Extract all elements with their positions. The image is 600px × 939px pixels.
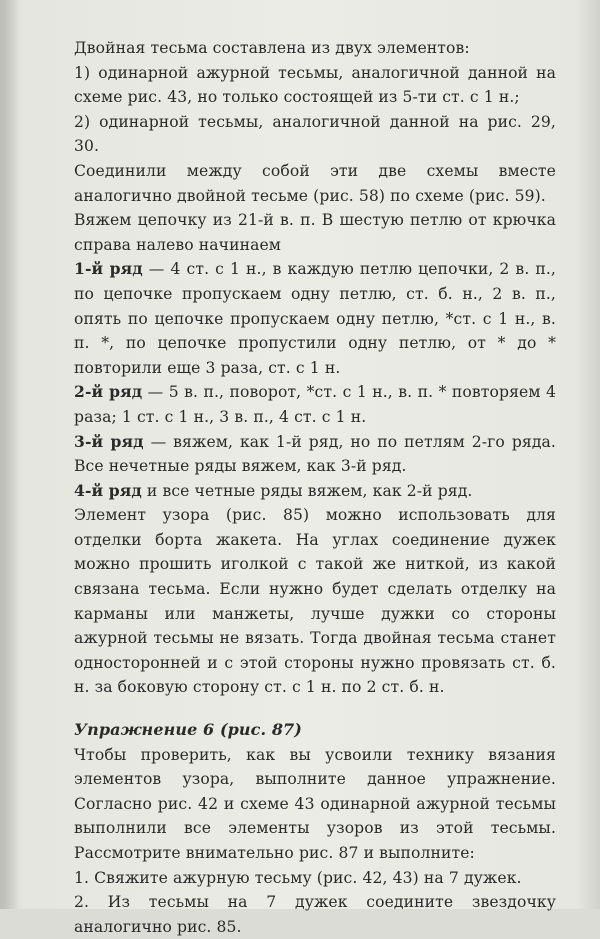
exercise-step1: 1. Свяжите ажурную тесьму (рис. 42, 43) на 7 дужек. — [74, 868, 522, 887]
row4-text: и все четные ряды вяжем, как 2-й ряд. — [141, 481, 473, 500]
row2-label: 2-й ряд — [74, 382, 143, 402]
paragraph-row3 — [74, 430, 556, 479]
page-text — [74, 36, 556, 939]
row1-label: 1-й ряд — [74, 259, 143, 279]
paragraph-row2 — [74, 380, 556, 429]
exercise-step2: 2. Из тесьмы на 7 дужек соедините звездочку аналогично рис. 85. — [74, 893, 556, 936]
row2-text: — 5 в. п., поворот, *ст. с 1 н., в. п. * повторяем 4 раза; 1 ст. с 1 н., 3 в. п., 4 ст. с 1 н. — [74, 383, 556, 426]
page-binding-shadow — [0, 0, 18, 909]
row3-label: 3-й ряд — [74, 431, 144, 451]
row4-label: 4-й ряд — [74, 480, 142, 500]
section-gap — [74, 700, 556, 718]
paragraph-element: Элемент узора (рис. 85) можно использовать для отделки борта жакета. На углах соединение дужек можно прошить иголкой с такой же ниткой, из какой связана тесьма. Если нужно будет сделать отделку на карманы или манжеты, лучше дужки со стороны ажурной тесьмы не вязать. Тогда двойная тесьма станет односторонней и с этой стороны нужно провязать ст. б. н. за боковую сторону ст. с 1 н. по 2 ст. б. н. — [74, 506, 556, 697]
paragraph-row1 — [74, 257, 556, 380]
paragraph-row4 — [74, 479, 556, 504]
paragraph-chain: Вяжем цепочку из 21-й в. п. В шестую петлю от крючка справа налево начинаем — [74, 211, 556, 254]
paragraph-item2: 2) одинарной тесьмы, аналогичной данной на рис. 29, 30. — [74, 112, 556, 156]
row3-text: — вяжем, как 1-й ряд, но по петлям 2-го ряда. Все нечетные ряды вяжем, как 3-й ряд. — [74, 432, 556, 476]
exercise-heading: Упражнение 6 (рис. 87) — [74, 720, 302, 740]
paragraph-item1: 1) одинарной ажурной тесьмы, аналогичной данной на схеме рис. 43, но только состоящей из 5-ти ст. с 1 н.; — [74, 63, 556, 107]
paragraph-intro: Двойная тесьма составлена из двух элементов: — [74, 39, 470, 57]
exercise-intro: Чтобы проверить, как вы усвоили технику вязания элементов узора, выполните данное упражнение. Согласно рис. 42 и схеме 43 одинарной ажурной тесьмы выполнили все элементы узоров из этой тесьмы. Рассмотрите внимательно рис. 87 и выполните: — [74, 745, 556, 862]
paragraph-join: Соединили между собой эти две схемы вместе аналогично двойной тесьме (рис. 58) по схеме (рис. 59). — [74, 161, 556, 205]
row1-text: — 4 ст. с 1 н., в каждую петлю цепочки, 2 в. п., по цепочке пропускаем одну петлю, ст. б. н., 2 в. п., опять по цепочке пропускаем одну петлю, *ст. с 1 н., в. п. *, по цепочке пропустили одну петлю, от * до * повторили еще 3 раза, ст. с 1 н. — [74, 260, 556, 377]
